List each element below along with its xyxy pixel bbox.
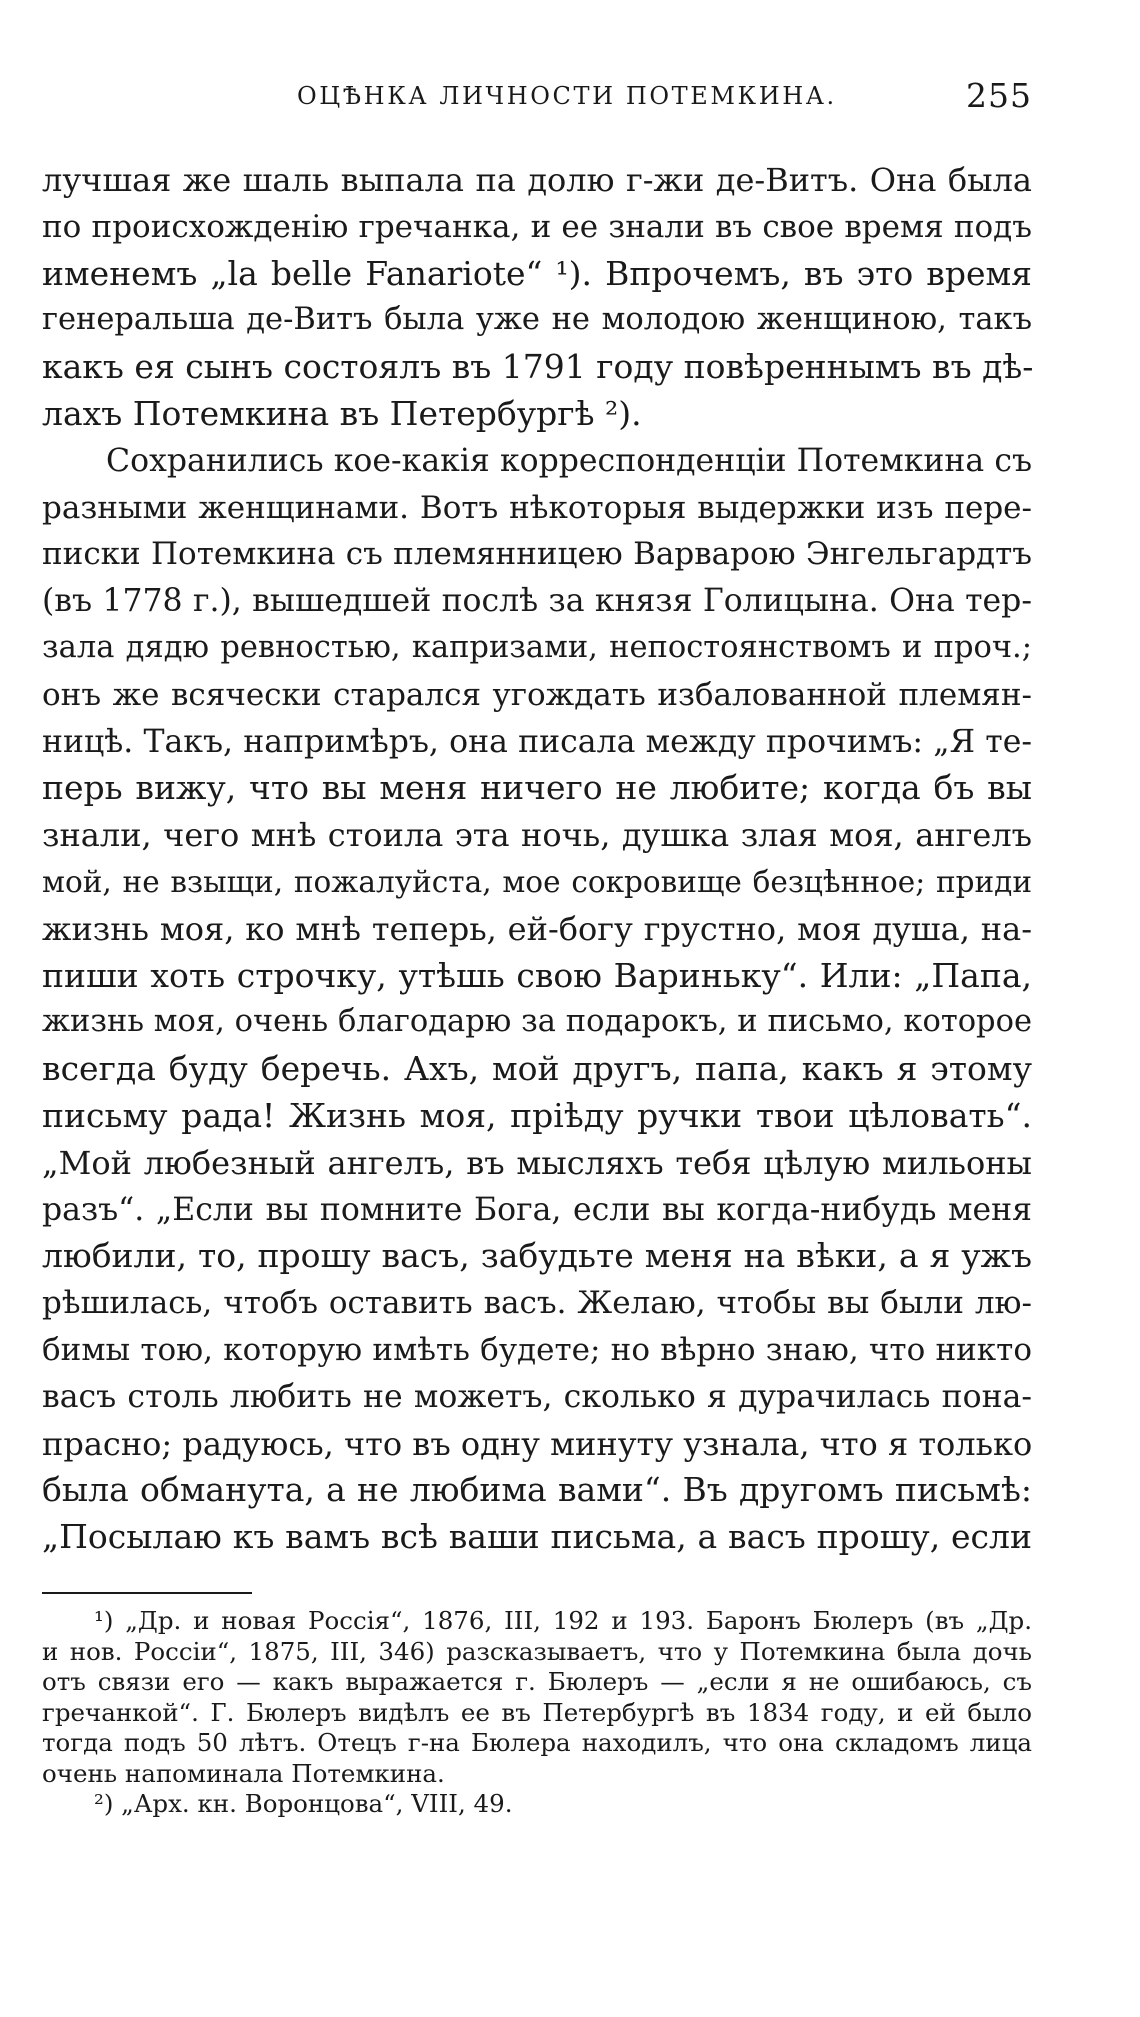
footnote-line: ¹) „Др. и новая Россія“, 1876, III, 192 и 193. Баронъ Бюлеръ (въ „Др.: [94, 1606, 1032, 1635]
footnote-line: тогда подъ 50 лѣтъ. Отецъ г-на Бюлера находилъ, что она складомъ лица: [42, 1728, 1032, 1757]
footnote-line: гречанкой“. Г. Бюлеръ видѣлъ ее въ Петербургѣ въ 1834 году, и ей было: [42, 1697, 1032, 1727]
text-line: зала дядю ревностью, капризами, непостоянствомъ и проч.;: [42, 629, 1032, 665]
text-line: пиши хоть строчку, утѣшь свою Вариньку“. Или: „Папа,: [42, 955, 1032, 995]
text-line: жизнь моя, очень благодарю за подарокъ, и письмо, которое: [42, 1004, 1032, 1040]
text-line: мой, не взыщи, пожалуйста, мое сокровище безцѣнное; приди: [42, 864, 1032, 899]
text-line: прасно; радуюсь, что въ одну минуту узнала, что я только: [42, 1424, 1033, 1463]
text-line: бимы тою, которую имѣть будете; но вѣрно знаю, что никто: [42, 1331, 1032, 1368]
text-line: знали, чего мнѣ стоила эта ночь, душка злая моя, ангелъ: [42, 816, 1032, 855]
footnote-line: отъ связи его — какъ выражается г. Бюлеръ — „если я не ошибаюсь, съ: [42, 1667, 1032, 1696]
text-line: перь вижу, что вы меня ничего не любите; когда бъ вы: [42, 768, 1032, 808]
text-line: писки Потемкина съ племянницею Варварою Энгельгардтъ: [42, 536, 1032, 573]
text-line: ницѣ. Такъ, напримѣръ, она писала между прочимъ: „Я те-: [42, 723, 1032, 760]
text-line: по происхожденію гречанка, и ее знали въ свое время подъ: [42, 208, 1032, 245]
text-line: „Посылаю къ вамъ всѣ ваши письма, а васъ прошу, если: [42, 1517, 1032, 1557]
text-line: именемъ „la belle Fanariote“ ¹). Впрочемъ, въ это время: [42, 253, 1032, 293]
running-title: ОЦѢНКА ЛИЧНОСТИ ПОТЕМКИНА.: [297, 82, 837, 110]
running-head: [42, 76, 1032, 122]
text-line: всегда буду беречь. Ахъ, мой другъ, папа, какъ я этому: [42, 1049, 1032, 1089]
text-line: Сохранились кое-какія корреспонденціи Потемкина съ: [106, 442, 1032, 479]
body-text: [42, 157, 1032, 1561]
text-line: какъ ея сынъ состоялъ въ 1791 году повѣреннымъ въ дѣ-: [42, 347, 1034, 387]
text-line: васъ столь любить не можетъ, сколько я дурачилась пона-: [42, 1378, 1032, 1415]
book-page: [42, 0, 1032, 2017]
text-line: разъ“. „Если вы помните Бога, если вы когда-нибудь меня: [42, 1191, 1032, 1228]
text-line: рѣшилась, чтобъ оставить васъ. Желаю, чтобы вы были лю-: [42, 1285, 1032, 1322]
footnote-line: очень напоминала Потемкина.: [42, 1758, 445, 1788]
text-line: (въ 1778 г.), вышедшей послѣ за князя Голицына. Она тер-: [42, 583, 1032, 620]
text-line: онъ же всячески старался угождать избалованной племян-: [42, 676, 1032, 713]
footnote-line: ²) „Арх. кн. Воронцова“, VIII, 49.: [94, 1789, 513, 1818]
text-line: „Мой любезный ангелъ, въ мысляхъ тебя цѣлую мильоны: [42, 1143, 1032, 1182]
footnotes: [42, 1606, 1032, 1820]
text-line: письму рада! Жизнь моя, пріѣду ручки твои цѣловать“.: [42, 1095, 1032, 1135]
footnote-divider: [42, 1592, 252, 1594]
text-line: разными женщинами. Вотъ нѣкоторыя выдержки изъ пере-: [42, 489, 1032, 526]
text-line: лахъ Потемкина въ Петербургѣ ²).: [42, 393, 642, 433]
text-line: лучшая же шаль выпала па долю г-жи де-Витъ. Она была: [42, 161, 1032, 199]
text-line: жизнь моя, ко мнѣ теперь, ей-богу грустно, моя душа, на-: [42, 909, 1032, 948]
text-line: была обманута, а не любима вами“. Въ другомъ письмѣ:: [42, 1470, 1032, 1510]
text-line: любили, то, прошу васъ, забудьте меня на вѣки, а я ужъ: [42, 1236, 1032, 1276]
page-number: 255: [966, 76, 1032, 115]
text-line: генеральша де-Витъ была уже не молодою женщиною, такъ: [42, 302, 1032, 338]
footnote-line: и нов. Россіи“, 1875, III, 346) разсказываетъ, что у Потемкина была дочь: [42, 1636, 1032, 1666]
